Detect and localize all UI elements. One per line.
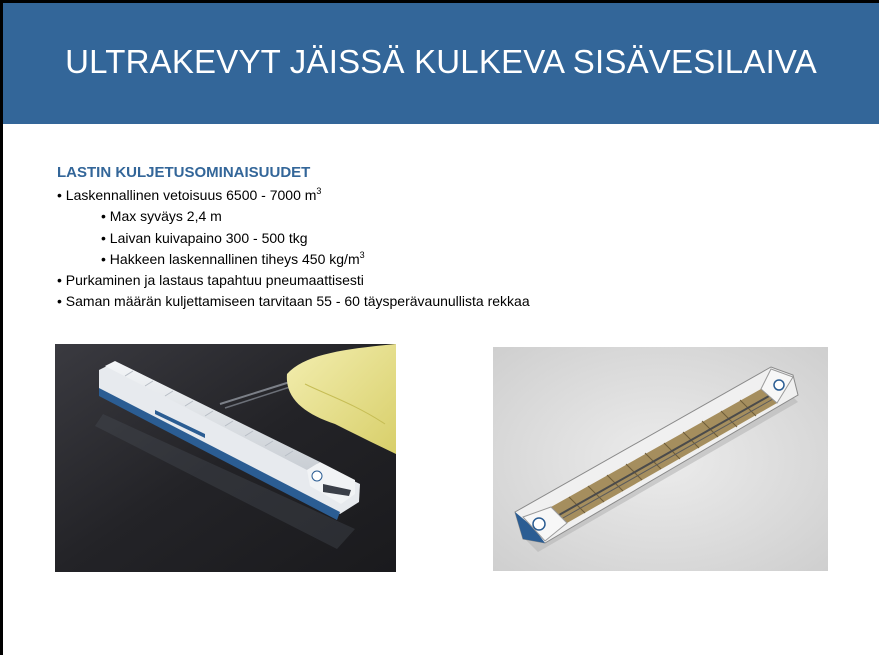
bullet-dry-weight xyxy=(101,230,308,246)
bullet-marker: • xyxy=(101,208,106,224)
vessel-render-covered xyxy=(55,344,396,572)
vessel-render-topview xyxy=(493,347,828,571)
slide xyxy=(3,3,879,655)
bullet-text: Max syväys 2,4 m xyxy=(109,208,222,224)
vessel-covered-image xyxy=(55,344,396,572)
bullet-marker: • xyxy=(101,230,106,246)
superscript: 3 xyxy=(359,250,365,260)
bullet-marker: • xyxy=(101,251,106,267)
bullet-text: Laskennallinen vetoisuus 6500 - 7000 m xyxy=(65,187,317,203)
bullet-trucks xyxy=(57,293,530,309)
bullet-text: Hakkeen laskennallinen tiheys 450 kg/m xyxy=(109,251,360,267)
bullet-marker: • xyxy=(57,293,62,309)
bullet-draft xyxy=(101,208,222,224)
superscript: 3 xyxy=(316,186,322,196)
bullet-unloading xyxy=(57,272,364,288)
bullet-text: Purkaminen ja lastaus tapahtuu pneumaattisesti xyxy=(65,272,364,288)
bullet-density xyxy=(101,251,365,267)
vessel-topview-image xyxy=(493,347,828,571)
bullet-text: Laivan kuivapaino 300 - 500 tkg xyxy=(109,230,308,246)
bullet-marker: • xyxy=(57,272,62,288)
section-heading: LASTIN KULJETUSOMINAISUUDET xyxy=(57,164,311,181)
bullet-capacity xyxy=(57,187,321,203)
bullet-marker: • xyxy=(57,187,62,203)
slide-title: ULTRAKEVYT JÄISSÄ KULKEVA SISÄVESILAIVA xyxy=(65,43,817,80)
title-banner xyxy=(3,3,879,124)
bullet-text: Saman määrän kuljettamiseen tarvitaan 55 - 60 täysperävaunullista rekkaa xyxy=(65,293,530,309)
